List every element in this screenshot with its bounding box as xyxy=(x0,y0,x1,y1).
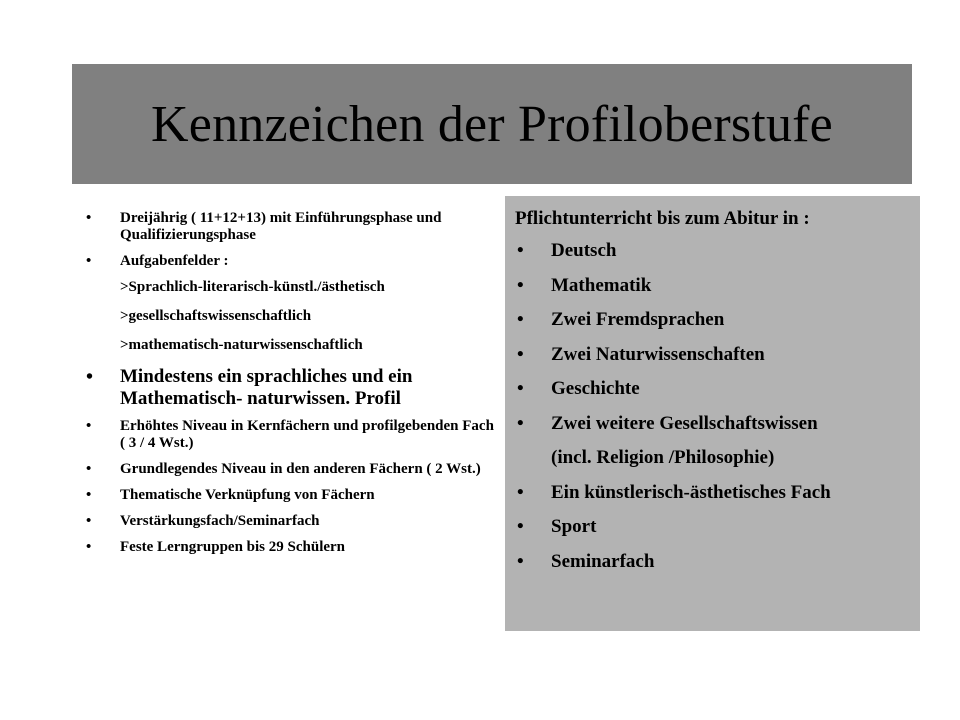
slide-title: Kennzeichen der Profiloberstufe xyxy=(151,95,833,153)
list-item-grundlegendes-niveau xyxy=(82,461,502,478)
list-item-text: >mathematisch-naturwissenschaftlich xyxy=(120,337,363,353)
subject-deutsch xyxy=(515,240,920,262)
bullet-icon: • xyxy=(86,210,92,226)
bullet-icon: • xyxy=(86,418,92,434)
subject-geschichte xyxy=(515,378,920,400)
subject-text: Seminarfach xyxy=(551,550,655,572)
list-item-text: Grundlegendes Niveau in den anderen Fächern ( 2 Wst.) xyxy=(120,461,481,477)
list-item-text: Verstärkungsfach/Seminarfach xyxy=(120,513,320,529)
bullet-icon: • xyxy=(517,516,524,537)
bullet-icon: • xyxy=(86,513,92,529)
subject-text: Mathematik xyxy=(551,274,652,296)
box-title: Pflichtunterricht bis zum Abitur in : xyxy=(515,208,810,229)
list-item-lerngruppen xyxy=(82,539,502,556)
bullet-icon: • xyxy=(517,274,524,296)
list-item-text: Mindestens ein sprachliches und ein Mathematisch- naturwissen. Profil xyxy=(120,366,413,409)
subject-text: Geschichte xyxy=(551,378,640,399)
subject-text: Zwei Naturwissenschaften xyxy=(551,343,765,365)
list-item-verstaerkungsfach xyxy=(82,513,502,530)
list-item-text: Erhöhtes Niveau in Kernfächern und profilgebenden Fach ( 3 / 4 Wst.) xyxy=(120,418,494,451)
list-item-mindestens xyxy=(82,366,502,410)
list-item-text: >Sprachlich-literarisch-künstl./ästhetisch xyxy=(120,279,385,295)
subject-text: Zwei weitere Gesellschaftswissen xyxy=(551,412,818,434)
list-item-mathematisch xyxy=(82,337,502,354)
bullet-icon: • xyxy=(86,253,92,269)
subject-religion-note xyxy=(515,447,920,469)
subject-fremdsprachen xyxy=(515,309,920,331)
bullet-icon: • xyxy=(517,309,524,330)
subject-text: Sport xyxy=(551,516,597,537)
bullet-icon: • xyxy=(86,461,92,477)
title-bar xyxy=(72,64,912,184)
list-item-text: Aufgabenfelder : xyxy=(120,253,229,269)
list-item-text: Thematische Verknüpfung von Fächern xyxy=(120,487,375,503)
subject-sport xyxy=(515,516,920,538)
list-item-dreijaehrig xyxy=(82,210,502,244)
bullet-icon: • xyxy=(86,487,92,503)
list-item-text: Dreijährig ( 11+12+13) mit Einführungsphase und Qualifizierungsphase xyxy=(120,210,442,243)
subject-naturwissenschaften xyxy=(515,344,920,366)
subject-seminarfach xyxy=(515,551,920,573)
list-item-text: Feste Lerngruppen bis 29 Schülern xyxy=(120,539,346,555)
bullet-icon: • xyxy=(517,343,524,365)
list-item-sprachlich xyxy=(82,279,502,296)
bullet-icon: • xyxy=(517,412,524,434)
subject-text: Ein künstlerisch-ästhetisches Fach xyxy=(551,481,831,503)
bullet-icon: • xyxy=(86,539,92,555)
bullet-icon: • xyxy=(517,378,524,399)
pflichtunterricht-box xyxy=(505,196,920,631)
subject-gesellschaftswissen xyxy=(515,413,920,435)
subject-text: Zwei Fremdsprachen xyxy=(551,309,725,330)
bullet-icon: • xyxy=(86,366,94,388)
bullet-icon: • xyxy=(517,240,524,261)
bullet-icon: • xyxy=(517,550,524,572)
subject-mathematik xyxy=(515,275,920,297)
list-item-text: >gesellschaftswissenschaftlich xyxy=(120,308,312,324)
list-item-thematische xyxy=(82,487,502,504)
subject-text: (incl. Religion /Philosophie) xyxy=(551,447,775,468)
subject-text: Deutsch xyxy=(551,240,617,261)
subject-kuenstlerisch xyxy=(515,482,920,504)
list-item-erhoehtes-niveau xyxy=(82,418,502,452)
pflicht-list xyxy=(515,240,920,573)
list-item-aufgabenfelder xyxy=(82,253,502,270)
left-bullet-list xyxy=(82,210,502,565)
list-item-gesellschaft xyxy=(82,308,502,325)
bullet-icon: • xyxy=(517,481,524,503)
